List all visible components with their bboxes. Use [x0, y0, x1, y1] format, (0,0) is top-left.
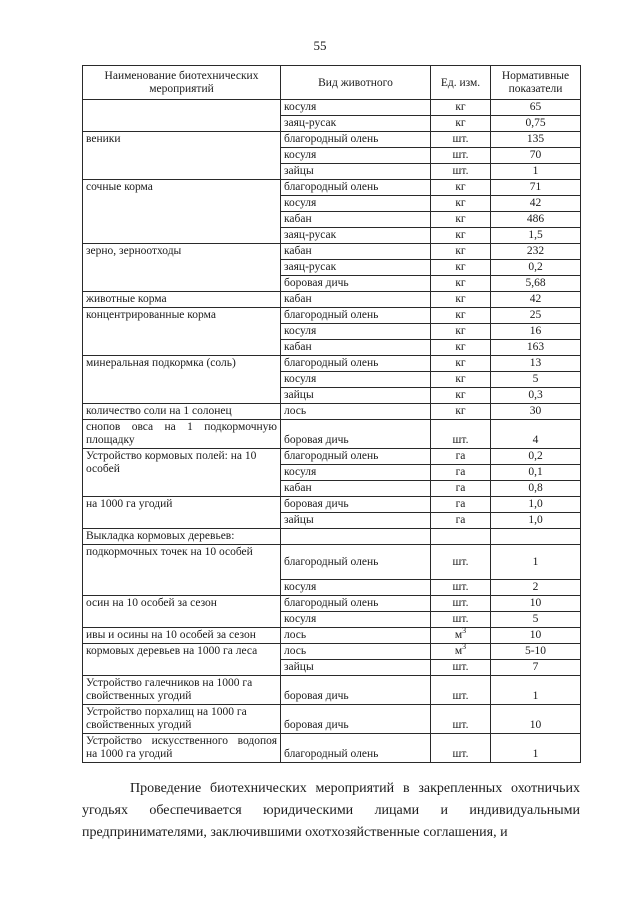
measure-cell: количество соли на 1 солонец	[83, 404, 281, 420]
table-row	[83, 100, 581, 116]
header-animal: Вид животного	[281, 66, 431, 100]
measure-cell: подкормочных точек на 10 особей	[83, 545, 281, 596]
table-row	[83, 596, 581, 612]
table-body	[83, 100, 581, 763]
table-row	[83, 180, 581, 196]
value-cell: 232	[491, 244, 581, 260]
animal-cell: зайцы	[281, 164, 431, 180]
value-cell: 7	[491, 660, 581, 676]
value-cell	[491, 529, 581, 545]
animal-cell: благородный олень	[281, 449, 431, 465]
unit-cell: кг	[431, 212, 491, 228]
animal-cell: кабан	[281, 340, 431, 356]
unit-cell: га	[431, 481, 491, 497]
animal-cell: заяц-русак	[281, 228, 431, 244]
measure-cell: Устройство кормовых полей: на 10 особей	[83, 449, 281, 497]
value-cell: 486	[491, 212, 581, 228]
animal-cell: косуля	[281, 465, 431, 481]
unit-cell: кг	[431, 308, 491, 324]
value-cell: 1,0	[491, 513, 581, 529]
body-paragraph: Проведение биотехнических мероприятий в закрепленных охотничьих угодьях обеспечивается юридическими лицами и индивидуальными предпринимателями, заключившими охотхозяйственные соглашения, и	[82, 781, 580, 840]
measure-cell: кормовых деревьев на 1000 га леса	[83, 644, 281, 676]
unit-base: м	[454, 645, 463, 657]
animal-cell: благородный олень	[281, 734, 431, 763]
value-cell: 71	[491, 180, 581, 196]
unit-cell: га	[431, 513, 491, 529]
measure-cell: осин на 10 особей за сезон	[83, 596, 281, 628]
animal-cell: косуля	[281, 196, 431, 212]
animal-cell: кабан	[281, 292, 431, 308]
value-cell: 65	[491, 100, 581, 116]
animal-cell: лось	[281, 628, 431, 644]
measure-cell: зерно, зерноотходы	[83, 244, 281, 292]
unit-cell: шт.	[431, 420, 491, 449]
unit-cell: кг	[431, 228, 491, 244]
value-cell: 0,2	[491, 449, 581, 465]
animal-cell: кабан	[281, 244, 431, 260]
unit-cell: кг	[431, 292, 491, 308]
unit-cell: кг	[431, 372, 491, 388]
measure-cell: ивы и осины на 10 особей за сезон	[83, 628, 281, 644]
unit-cell: шт.	[431, 164, 491, 180]
value-cell: 0,8	[491, 481, 581, 497]
value-cell: 135	[491, 132, 581, 148]
unit-cell: кг	[431, 180, 491, 196]
animal-cell: благородный олень	[281, 596, 431, 612]
animal-cell: косуля	[281, 148, 431, 164]
animal-cell: лось	[281, 404, 431, 420]
animal-cell: боровая дичь	[281, 497, 431, 513]
unit-cell: шт.	[431, 660, 491, 676]
table-row	[83, 449, 581, 465]
animal-cell: зайцы	[281, 513, 431, 529]
animal-cell: благородный олень	[281, 132, 431, 148]
animal-cell: благородный олень	[281, 180, 431, 196]
value-cell: 5,68	[491, 276, 581, 292]
animal-cell: заяц-русак	[281, 260, 431, 276]
value-cell: 163	[491, 340, 581, 356]
unit-cell: шт.	[431, 734, 491, 763]
value-cell: 0,3	[491, 388, 581, 404]
animal-cell: боровая дичь	[281, 705, 431, 734]
measure-cell: снопов овса на 1 подкормочную площадку	[83, 420, 281, 449]
value-cell: 0,2	[491, 260, 581, 276]
table-row	[83, 132, 581, 148]
value-cell: 1	[491, 734, 581, 763]
value-cell: 5	[491, 612, 581, 628]
unit-cell: га	[431, 497, 491, 513]
unit-cell: кг	[431, 244, 491, 260]
table-row	[83, 705, 581, 734]
animal-cell: зайцы	[281, 388, 431, 404]
header-value: Нормативные показатели	[491, 66, 581, 100]
unit-cell	[431, 644, 491, 660]
unit-cell: шт.	[431, 132, 491, 148]
value-cell: 13	[491, 356, 581, 372]
value-cell: 30	[491, 404, 581, 420]
value-cell: 10	[491, 705, 581, 734]
unit-cell: шт.	[431, 596, 491, 612]
value-cell: 16	[491, 324, 581, 340]
measure-cell: веники	[83, 132, 281, 180]
unit-cell: кг	[431, 404, 491, 420]
header-measure: Наименование биотехнических мероприятий	[83, 66, 281, 100]
table-row	[83, 356, 581, 372]
unit-cell: шт.	[431, 676, 491, 705]
table-row	[83, 292, 581, 308]
unit-cell	[431, 529, 491, 545]
animal-cell: боровая дичь	[281, 276, 431, 292]
unit-cell	[431, 628, 491, 644]
table-row	[83, 404, 581, 420]
animal-cell: косуля	[281, 372, 431, 388]
body-paragraph-block	[82, 778, 580, 844]
unit-cell: кг	[431, 340, 491, 356]
value-cell: 2	[491, 580, 581, 596]
unit-cell: шт.	[431, 705, 491, 734]
page-number: 55	[313, 38, 327, 53]
measure-cell: на 1000 га угодий	[83, 497, 281, 529]
unit-cell: кг	[431, 324, 491, 340]
biotechnical-norms-table	[82, 65, 581, 763]
unit-cell: шт.	[431, 580, 491, 596]
unit-cell: шт.	[431, 545, 491, 580]
unit-cell: шт.	[431, 612, 491, 628]
animal-cell: благородный олень	[281, 308, 431, 324]
measure-cell: сочные корма	[83, 180, 281, 244]
animal-cell: боровая дичь	[281, 420, 431, 449]
value-cell: 1	[491, 545, 581, 580]
value-cell: 0,75	[491, 116, 581, 132]
animal-cell: лось	[281, 644, 431, 660]
table-row	[83, 529, 581, 545]
measure-cell: животные корма	[83, 292, 281, 308]
animal-cell: благородный олень	[281, 356, 431, 372]
value-cell: 0,1	[491, 465, 581, 481]
unit-cell: кг	[431, 260, 491, 276]
table-row	[83, 644, 581, 660]
unit-cell: кг	[431, 276, 491, 292]
measure-cell: минеральная подкормка (соль)	[83, 356, 281, 404]
animal-cell: косуля	[281, 100, 431, 116]
animal-cell: зайцы	[281, 660, 431, 676]
value-cell: 42	[491, 292, 581, 308]
unit-cell: га	[431, 465, 491, 481]
table-row	[83, 497, 581, 513]
table-row	[83, 628, 581, 644]
value-cell: 70	[491, 148, 581, 164]
unit-cell: шт.	[431, 148, 491, 164]
table-row	[83, 676, 581, 705]
unit-cell: кг	[431, 356, 491, 372]
unit-cell: га	[431, 449, 491, 465]
table-row	[83, 420, 581, 449]
measure-cell	[83, 100, 281, 132]
unit-base: м	[454, 629, 463, 641]
table-row	[83, 545, 581, 580]
animal-cell	[281, 529, 431, 545]
animal-cell: боровая дичь	[281, 676, 431, 705]
unit-cell: кг	[431, 196, 491, 212]
measure-cell: Устройство искусственного водопоя на 1000 га угодий	[83, 734, 281, 763]
value-cell: 1	[491, 164, 581, 180]
animal-cell: косуля	[281, 612, 431, 628]
unit-cell: кг	[431, 100, 491, 116]
value-cell: 1,5	[491, 228, 581, 244]
animal-cell: заяц-русак	[281, 116, 431, 132]
value-cell: 10	[491, 596, 581, 612]
table-row	[83, 308, 581, 324]
value-cell: 4	[491, 420, 581, 449]
measure-cell: Выкладка кормовых деревьев:	[83, 529, 281, 545]
header-unit: Ед. изм.	[431, 66, 491, 100]
animal-cell: кабан	[281, 481, 431, 497]
animal-cell: благородный олень	[281, 545, 431, 580]
animal-cell: кабан	[281, 212, 431, 228]
table-row	[83, 734, 581, 763]
value-cell: 5	[491, 372, 581, 388]
measure-cell: Устройство порхалищ на 1000 га свойственных угодий	[83, 705, 281, 734]
value-cell: 1	[491, 676, 581, 705]
table-header-row	[83, 66, 581, 100]
animal-cell: косуля	[281, 324, 431, 340]
value-cell: 42	[491, 196, 581, 212]
unit-exponent: 3	[462, 642, 467, 652]
value-cell: 10	[491, 628, 581, 644]
measure-cell: Устройство галечников на 1000 га свойственных угодий	[83, 676, 281, 705]
value-cell: 25	[491, 308, 581, 324]
value-cell: 5-10	[491, 644, 581, 660]
measure-cell: концентрированные корма	[83, 308, 281, 356]
unit-exponent: 3	[462, 626, 467, 636]
animal-cell: косуля	[281, 580, 431, 596]
table-row	[83, 244, 581, 260]
unit-cell: кг	[431, 116, 491, 132]
value-cell: 1,0	[491, 497, 581, 513]
unit-cell: кг	[431, 388, 491, 404]
